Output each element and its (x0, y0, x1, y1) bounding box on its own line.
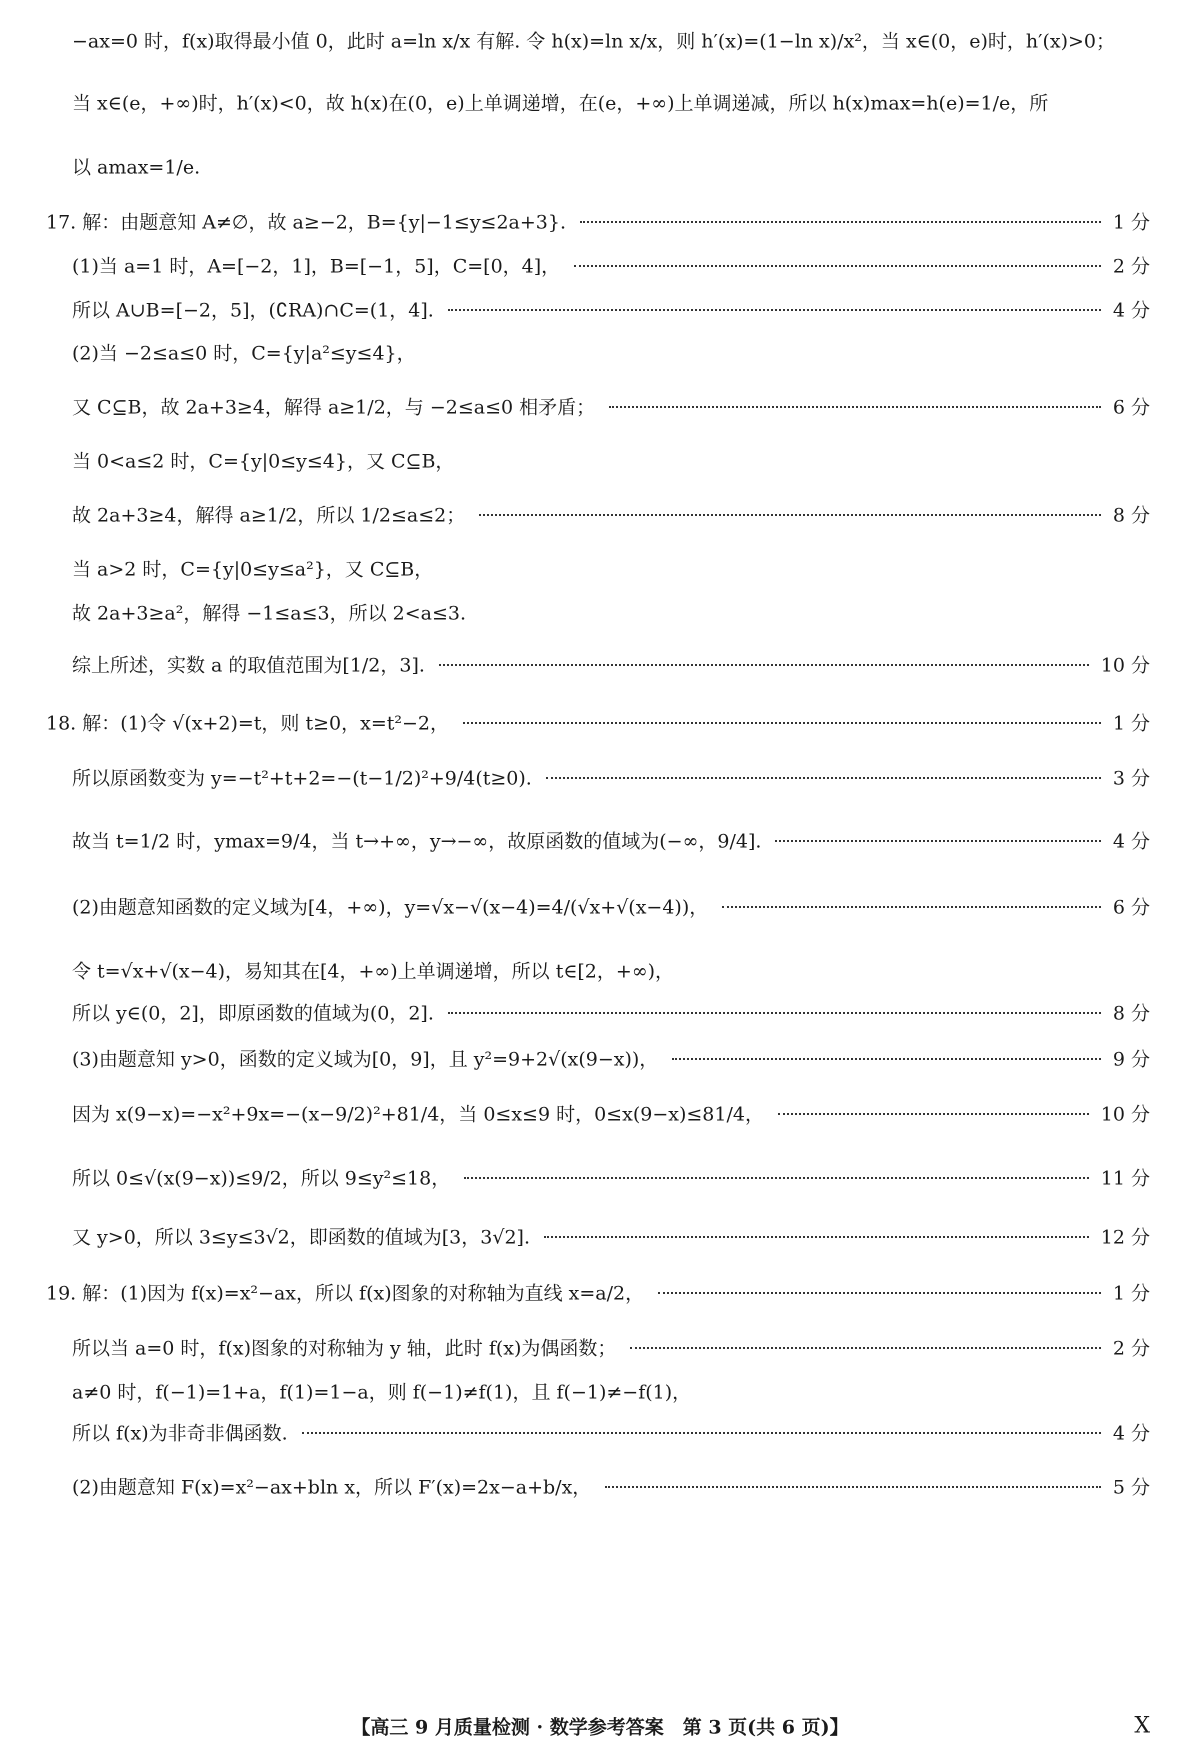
dot-leader (775, 840, 1101, 842)
solution-line (0, 878, 1200, 934)
dot-leader (630, 1347, 1101, 1349)
solution-line (0, 432, 1200, 488)
page-footer (0, 1708, 1200, 1744)
line-text: 所以当 a=0 时，f(x)图象的对称轴为 y 轴，此时 f(x)为偶函数； (72, 1337, 617, 1360)
solution-line (0, 812, 1200, 868)
dot-leader (479, 514, 1101, 516)
score-label: 3 分 (1112, 767, 1150, 790)
score-label: 4 分 (1112, 1422, 1150, 1445)
solution-line (0, 749, 1200, 805)
solution-line (0, 1149, 1200, 1205)
dot-leader (544, 1236, 1089, 1238)
dot-leader (722, 906, 1101, 908)
score-label: 1 分 (1112, 211, 1150, 234)
dot-leader (672, 1058, 1101, 1060)
solution-line (0, 12, 1200, 68)
solution-line (0, 1030, 1200, 1086)
score-label: 4 分 (1112, 830, 1150, 853)
score-label: 1 分 (1112, 1282, 1150, 1305)
solution-line (0, 486, 1200, 542)
solution-line (0, 1458, 1200, 1514)
score-label: 10 分 (1100, 1103, 1150, 1126)
score-label: 2 分 (1112, 255, 1150, 278)
line-text: 所以原函数变为 y=−t²+t+2=−(t−1/2)²+9/4(t≥0). (72, 767, 532, 790)
solution-line (0, 138, 1200, 194)
line-text: 故当 t=1/2 时，ymax=9/4，当 t→+∞，y→−∞，故原函数的值域为(−∞，9/4]. (72, 830, 762, 853)
solution-line (0, 636, 1200, 692)
solution-line (0, 74, 1200, 130)
score-label: 12 分 (1100, 1226, 1150, 1249)
dot-leader (658, 1292, 1101, 1294)
score-label: 1 分 (1112, 712, 1150, 735)
line-text: 所以 0≤√(x(9−x))≤9/2，所以 9≤y²≤18， (72, 1167, 451, 1190)
line-text: (3)由题意知 y>0，函数的定义域为[0，9]，且 y²=9+2√(x(9−x))， (72, 1048, 659, 1071)
solution-line (0, 378, 1200, 434)
line-text: 以 amax=1/e. (72, 156, 201, 179)
line-text: 19. 解：(1)因为 f(x)=x²−ax，所以 f(x)图象的对称轴为直线 x=a/2， (46, 1282, 645, 1305)
solution-line (0, 584, 1200, 640)
line-text: 当 x∈(e，+∞)时，h′(x)<0，故 h(x)在(0，e)上单调递增，在(e，+∞)上单调递减，所以 h(x)max=h(e)=1/e，所 (72, 92, 1049, 115)
score-label: 9 分 (1112, 1048, 1150, 1071)
score-label: 6 分 (1112, 396, 1150, 419)
score-label: 8 分 (1112, 504, 1150, 527)
line-text: 当 a>2 时，C={y|0≤y≤a²}，又 C⊆B， (72, 558, 434, 581)
score-label: 5 分 (1112, 1476, 1150, 1499)
dot-leader (439, 664, 1089, 666)
line-text: 当 0<a≤2 时，C={y|0≤y≤4}，又 C⊆B， (72, 450, 455, 473)
line-text: 因为 x(9−x)=−x²+9x=−(x−9/2)²+81/4，当 0≤x≤9 时，0≤x(9−x)≤81/4， (72, 1103, 764, 1126)
dot-leader (574, 265, 1101, 267)
dot-leader (546, 777, 1101, 779)
line-text: 故 2a+3≥4，解得 a≥1/2，所以 1/2≤a≤2； (72, 504, 466, 527)
line-text: 综上所述，实数 a 的取值范围为[1/2，3]. (72, 654, 425, 677)
line-text: (2)由题意知 F(x)=x²−ax+bln x，所以 F′(x)=2x−a+b/x， (72, 1476, 592, 1499)
line-text: 又 C⊆B，故 2a+3≥4，解得 a≥1/2，与 −2≤a≤0 相矛盾； (72, 396, 596, 419)
solution-line (0, 1085, 1200, 1141)
dot-leader (448, 309, 1101, 311)
score-label: 10 分 (1100, 654, 1150, 677)
line-text: (1)当 a=1 时，A=[−2，1]，B=[−1，5]，C=[0，4]， (72, 255, 561, 278)
dot-leader (464, 1177, 1089, 1179)
line-text: 所以 y∈(0，2]，即原函数的值域为(0，2]. (72, 1002, 434, 1025)
solution-line (0, 694, 1200, 750)
solution-line (0, 1208, 1200, 1264)
line-text: a≠0 时，f(−1)=1+a，f(1)=1−a，则 f(−1)≠f(1)，且 f(−1)≠−f(1)， (72, 1381, 692, 1404)
dot-leader (448, 1012, 1101, 1014)
line-text: (2)由题意知函数的定义域为[4，+∞)，y=√x−√(x−4)=4/(√x+√(x−4))， (72, 896, 709, 919)
line-text: (2)当 −2≤a≤0 时，C={y|a²≤y≤4}， (72, 342, 416, 365)
line-text: 所以 f(x)为非奇非偶函数. (72, 1422, 288, 1445)
score-label: 4 分 (1112, 299, 1150, 322)
score-label: 2 分 (1112, 1337, 1150, 1360)
dot-leader (605, 1486, 1101, 1488)
score-label: 11 分 (1100, 1167, 1150, 1190)
line-text: 故 2a+3≥a²，解得 −1≤a≤3，所以 2<a≤3. (72, 602, 467, 625)
score-label: 8 分 (1112, 1002, 1150, 1025)
line-text: −ax=0 时，f(x)取得最小值 0，此时 a=ln x/x 有解. 令 h(x)=ln x/x，则 h′(x)=(1−ln x)/x²，当 x∈(0，e)时，h′(x)>0； (72, 30, 1115, 53)
solution-line (0, 324, 1200, 380)
solution-line (0, 1404, 1200, 1460)
line-text: 17. 解：由题意知 A≠∅，故 a≥−2，B={y|−1≤y≤2a+3}. (46, 211, 567, 234)
line-text: 令 t=√x+√(x−4)，易知其在[4，+∞)上单调递增，所以 t∈[2，+∞)， (72, 960, 675, 983)
footer-text: 【高三 9 月质量检测 · 数学参考答案 第 3 页(共 6 页)】 (351, 1716, 849, 1739)
dot-leader (580, 221, 1101, 223)
score-label: 6 分 (1112, 896, 1150, 919)
solution-line (0, 1264, 1200, 1320)
footer-mark: X (1134, 1713, 1150, 1739)
dot-leader (778, 1113, 1089, 1115)
line-text: 18. 解：(1)令 √(x+2)=t，则 t≥0，x=t²−2， (46, 712, 449, 735)
dot-leader (609, 406, 1101, 408)
dot-leader (302, 1432, 1101, 1434)
dot-leader (463, 722, 1101, 724)
line-text: 又 y>0，所以 3≤y≤3√2，即函数的值域为[3，3√2]. (72, 1226, 531, 1249)
line-text: 所以 A∪B=[−2，5]，(∁RA)∩C=(1，4]. (72, 299, 434, 322)
